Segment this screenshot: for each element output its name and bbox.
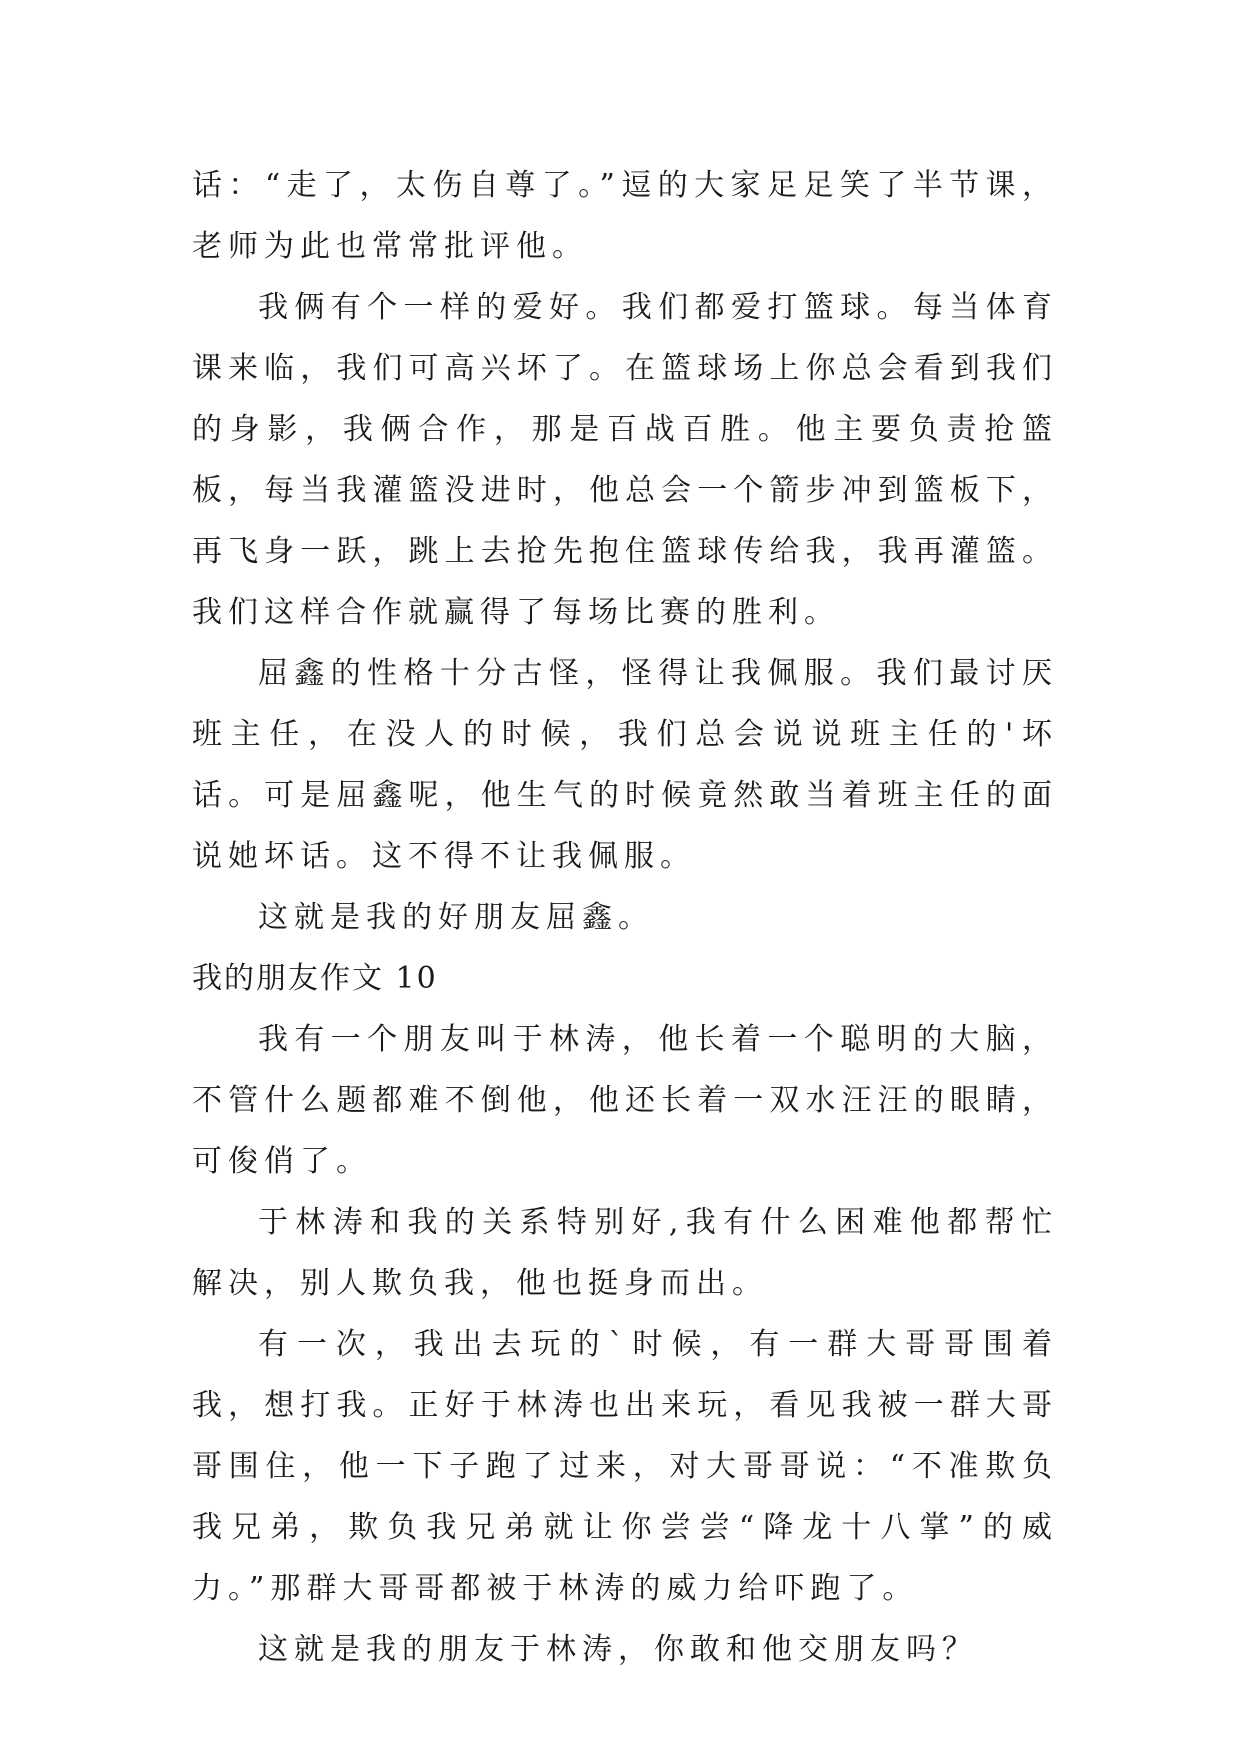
paragraph: 有一次，我出去玩的`时候，有一群大哥哥围着我，想打我。正好于林涛也出来玩，看见我被一群大哥哥围住，他一下子跑了过来，对大哥哥说：“不准欺负我兄弟，欺负我兄弟就让你尝尝“降龙十八掌”的威力。”那群大哥哥都被于林涛的威力给吓跑了。 xyxy=(192,1327,1058,1606)
paragraph: 我俩有个一样的爱好。我们都爱打篮球。每当体育课来临，我们可高兴坏了。在篮球场上你总会看到我们的身影，我俩合作，那是百战百胜。他主要负责抢篮板，每当我灌篮没进时，他总会一个箭步冲到篮板下，再飞身一跃，跳上去抢先抱住篮球传给我，我再灌篮。我们这样合作就赢得了每场比赛的胜利。 xyxy=(192,290,1058,630)
paragraph: 这就是我的朋友于林涛，你敢和他交朋友吗？ xyxy=(258,1632,978,1667)
section-heading: 我的朋友作文 10 xyxy=(192,961,438,996)
paragraph: 于林涛和我的关系特别好,我有什么困难他都帮忙解决，别人欺负我，他也挺身而出。 xyxy=(192,1205,1058,1301)
paragraph: 这就是我的好朋友屈鑫。 xyxy=(258,900,654,935)
paragraph: 屈鑫的性格十分古怪，怪得让我佩服。我们最讨厌班主任，在没人的时候，我们总会说说班主任的'坏话。可是屈鑫呢，他生气的时候竟然敢当着班主任的面说她坏话。这不得不让我佩服。 xyxy=(192,656,1058,874)
paragraph-continued: 话：“走了，太伤自尊了。”逗的大家足足笑了半节课，老师为此也常常批评他。 xyxy=(192,168,1058,264)
document-body xyxy=(192,155,1058,1680)
paragraph: 我有一个朋友叫于林涛，他长着一个聪明的大脑，不管什么题都难不倒他，他还长着一双水汪汪的眼睛，可俊俏了。 xyxy=(192,1022,1058,1179)
